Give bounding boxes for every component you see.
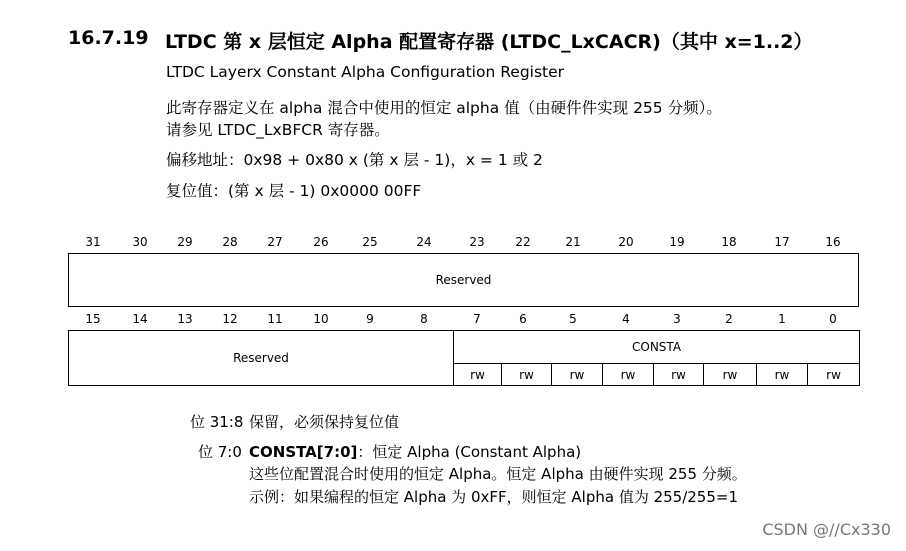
- description-line-2: 请参见 LTDC_LxBFCR 寄存器。: [166, 121, 390, 139]
- low-bit-numbers: [68, 312, 859, 328]
- high-bit-numbers: [68, 235, 859, 251]
- bit-number: 3: [673, 312, 681, 326]
- bit-number: 17: [774, 235, 790, 249]
- section-subtitle: LTDC Layerx Constant Alpha Configuration Register: [166, 63, 565, 81]
- field-7-0-name: CONSTA[7:0]: [249, 443, 358, 461]
- bit-number: 5: [569, 312, 577, 326]
- csdn-watermark: CSDN @//Cx330: [762, 520, 891, 539]
- bit-number: 31: [85, 235, 101, 249]
- field-31-8-position: 位 31:8: [190, 413, 244, 431]
- register-high-half: [68, 253, 859, 307]
- access-rw: rw: [757, 364, 808, 386]
- bit-number: 23: [469, 235, 485, 249]
- bit-number: 11: [267, 312, 283, 326]
- access-rw: rw: [654, 364, 704, 386]
- bit-number: 22: [515, 235, 531, 249]
- access-rw: rw: [552, 364, 603, 386]
- bit-number: 27: [267, 235, 283, 249]
- bit-number: 7: [473, 312, 481, 326]
- bit-number: 9: [366, 312, 374, 326]
- section-number: 16.7.19: [68, 27, 149, 49]
- bit-number: 13: [177, 312, 193, 326]
- bit-number: 20: [618, 235, 634, 249]
- bit-number: 8: [420, 312, 428, 326]
- field-31-8-description: 保留，必须保持复位值: [249, 413, 400, 431]
- reserved-field-low: Reserved: [69, 331, 454, 386]
- bit-number: 14: [132, 312, 148, 326]
- bit-number: 24: [416, 235, 432, 249]
- field-7-0-heading: [249, 441, 581, 462]
- reset-value: 复位值：(第 x 层 - 1) 0x0000 00FF: [166, 182, 422, 200]
- bit-number: 1: [778, 312, 786, 326]
- access-rw: rw: [502, 364, 552, 386]
- bit-number: 29: [177, 235, 193, 249]
- bit-number: 25: [362, 235, 378, 249]
- bit-number: 6: [519, 312, 527, 326]
- bit-number: 16: [825, 235, 841, 249]
- bit-number: 18: [721, 235, 737, 249]
- field-7-0-position: 位 7:0: [198, 443, 242, 461]
- bit-number: 2: [725, 312, 733, 326]
- bit-number: 10: [313, 312, 329, 326]
- bit-number: 28: [222, 235, 238, 249]
- field-7-0-title: ：恒定 Alpha (Constant Alpha): [357, 443, 582, 461]
- bit-number: 26: [313, 235, 329, 249]
- access-rw: rw: [603, 364, 654, 386]
- bit-number: 21: [565, 235, 581, 249]
- bit-number: 30: [132, 235, 148, 249]
- access-rw: rw: [704, 364, 757, 386]
- field-7-0-line-1: 这些位配置混合时使用的恒定 Alpha。恒定 Alpha 由硬件实现 255 分频。: [249, 465, 747, 483]
- section-title: LTDC 第 x 层恒定 Alpha 配置寄存器 (LTDC_LxCACR)（其中 x=1..2）: [165, 31, 813, 53]
- offset-address: 偏移地址：0x98 + 0x80 x (第 x 层 - 1)，x = 1 或 2: [166, 151, 543, 169]
- bit-number: 4: [622, 312, 630, 326]
- bit-number: 19: [669, 235, 685, 249]
- reserved-field-high: Reserved: [69, 254, 859, 307]
- consta-field: CONSTA: [454, 331, 860, 364]
- access-rw: rw: [454, 364, 502, 386]
- access-rw: rw: [808, 364, 860, 386]
- field-7-0-line-2: 示例：如果编程的恒定 Alpha 为 0xFF，则恒定 Alpha 值为 255/255=1: [249, 488, 739, 506]
- register-low-half: [68, 330, 860, 386]
- bit-number: 12: [222, 312, 238, 326]
- bit-number: 0: [829, 312, 837, 326]
- bit-number: 15: [85, 312, 101, 326]
- description-line-1: 此寄存器定义在 alpha 混合中使用的恒定 alpha 值（由硬件件实现 255 分频）。: [166, 99, 722, 117]
